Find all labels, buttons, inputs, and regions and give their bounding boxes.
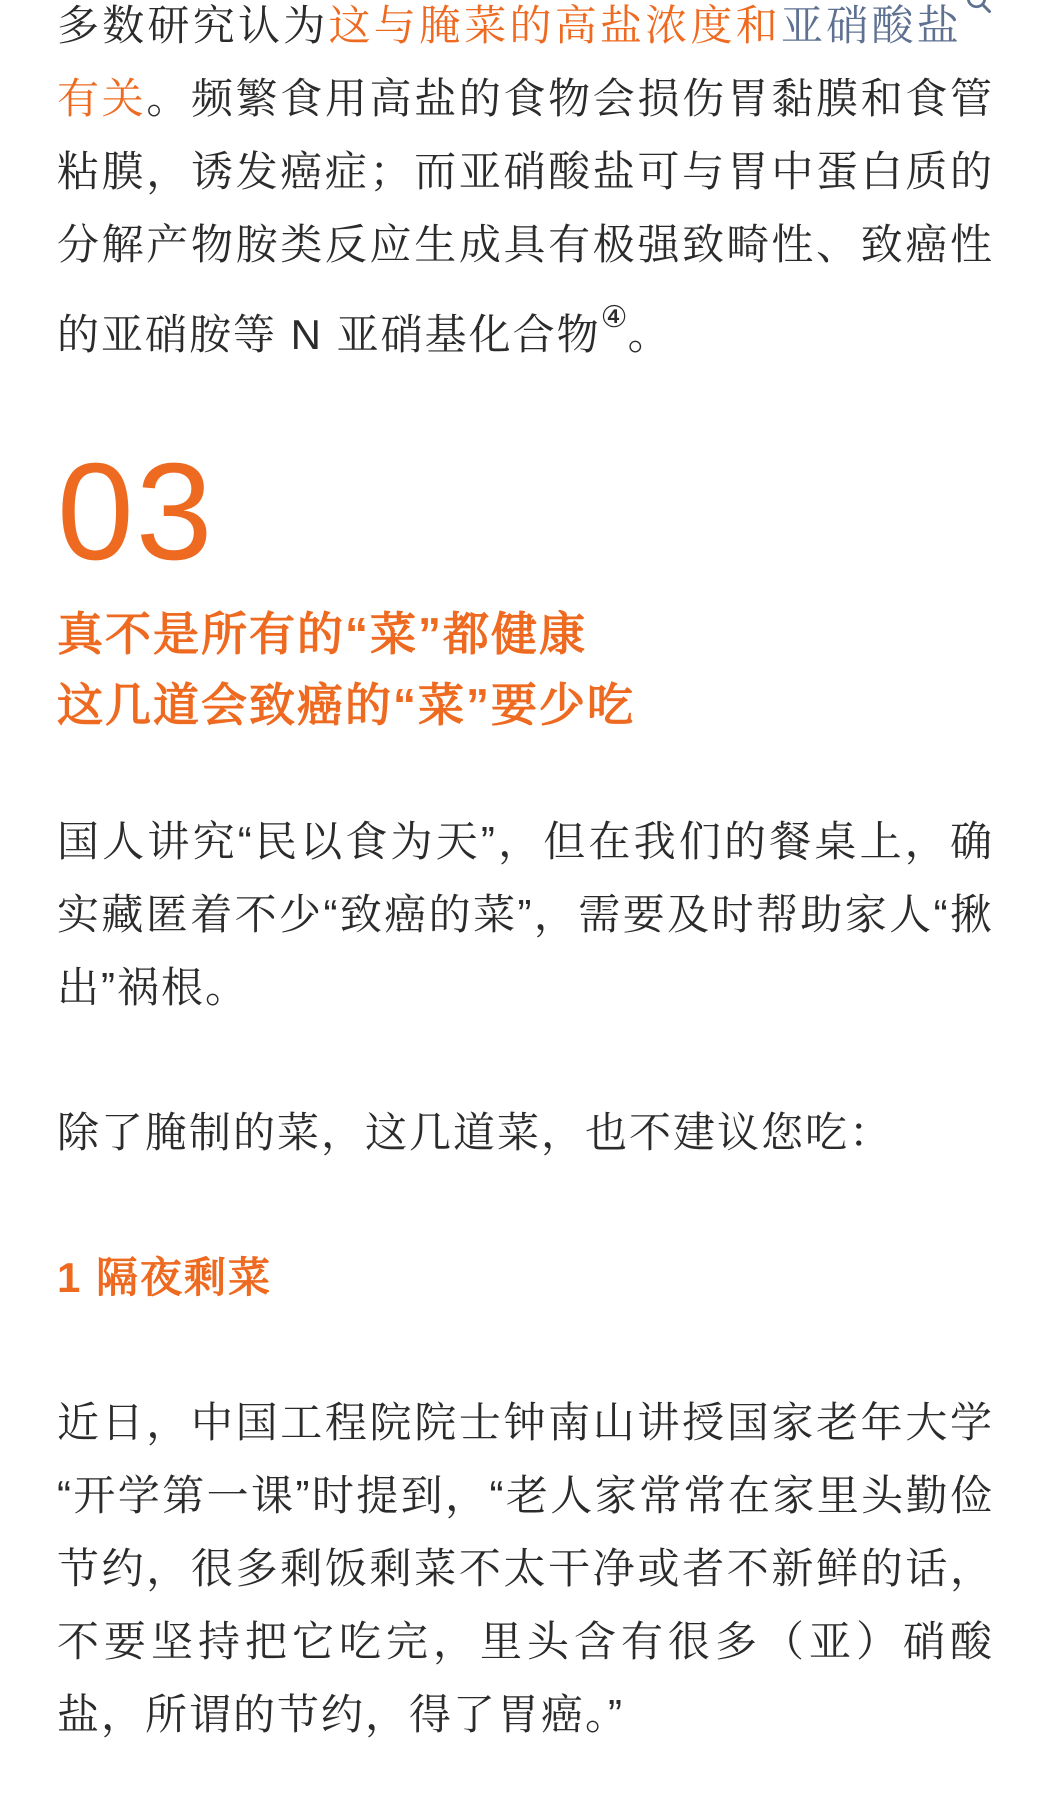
paragraph-dining-table: 国人讲究“民以食为天”，但在我们的餐桌上，确实藏匿着不少“致癌的菜”，需要及时帮助家人“揪出”祸根。	[57, 818, 994, 1011]
paragraph-besides-pickled: 除了腌制的菜，这几道菜，也不建议您吃：	[57, 1109, 894, 1156]
section-title	[57, 599, 994, 741]
text-run: 。	[627, 311, 672, 358]
section-title-line1: 真不是所有的“菜”都健康	[57, 608, 587, 660]
text-run: 多数研究认为	[57, 2, 329, 49]
section-number: 03	[57, 435, 215, 589]
paragraph-zhongnanshan-quote: 近日，中国工程院院士钟南山讲授国家老年大学“开学第一课”时提到，“老人家常常在家里头勤俭节约，很多剩饭剩菜不太干净或者不新鲜的话，不要坚持把它吃完，里头含有很多（亚）硝酸盐，所谓的节约，得了胃癌。”	[57, 1399, 994, 1738]
nitrite-search-term-link[interactable]: 亚硝酸盐	[780, 2, 962, 49]
subheading-overnight-leftovers: 1 隔夜剩菜	[57, 1254, 273, 1301]
highlight-run: 这与腌菜的高盐浓度和	[328, 2, 781, 49]
footnote-ref-4: ④	[600, 301, 628, 334]
section-header	[57, 435, 994, 741]
search-icon[interactable]	[964, 0, 994, 16]
paragraph-pickle-salt-nitrite	[57, 0, 994, 371]
text-run: 。频繁食用高盐的食物会损伤胃黏膜和食管粘膜，诱发癌症；而亚硝酸盐可与胃中蛋白质的分解产物胺类反应生成具有极强致畸性、致癌性的亚硝胺等 N 亚硝基化合物	[57, 75, 994, 358]
section-title-line2: 这几道会致癌的“菜”要少吃	[57, 679, 635, 731]
highlight-run: 有关	[57, 75, 147, 122]
